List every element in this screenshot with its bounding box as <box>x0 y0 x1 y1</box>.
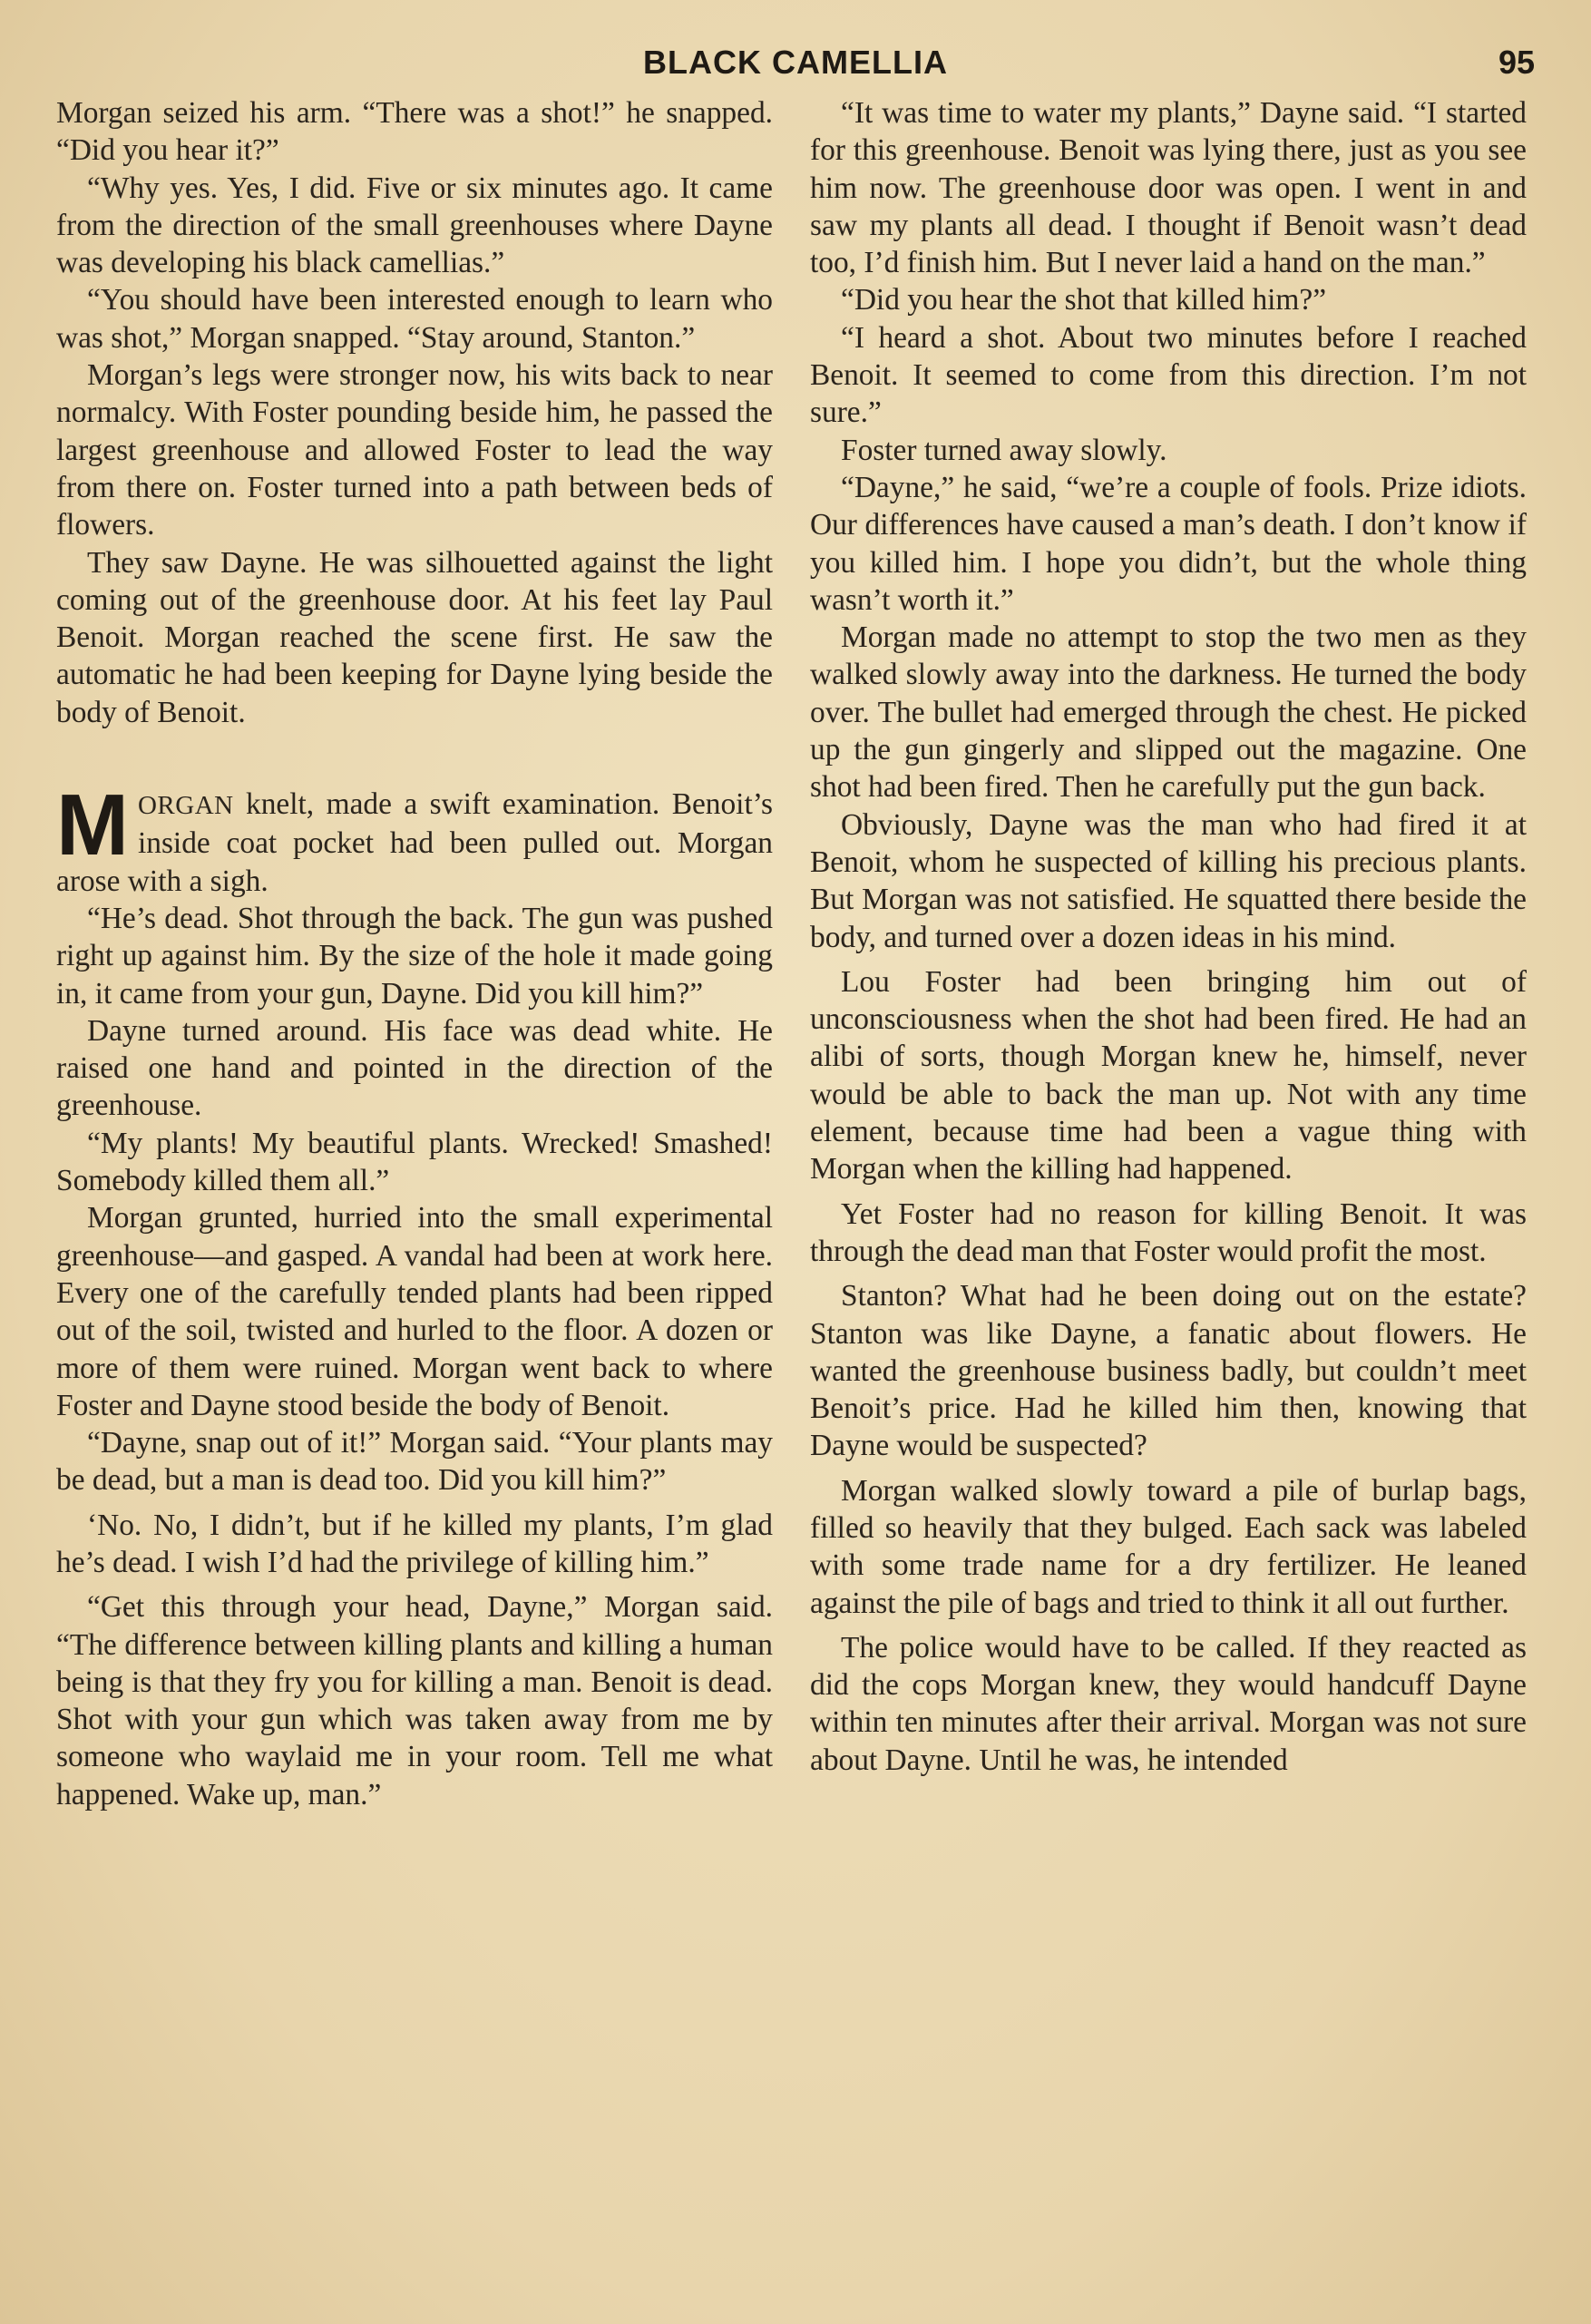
drop-cap-letter: M <box>56 776 129 874</box>
paragraph: Morgan’s legs were stronger now, his wits back to near normalcy. With Foster pounding beside him, he passed the largest greenhouse and allowed Foster to lead the way from there on. Foster turned into a path between beds of flowers. <box>56 358 773 542</box>
paragraph: Morgan grunted, hurried into the small experimental greenhouse—and gasped. A vandal had been at work here. Every one of the carefully tended plants had been ripped out of the soil, twisted and hurled to the floor. A dozen or more of them were ruined. Morgan went back to where Foster and Dayne stood beside the body of Benoit. <box>56 1201 773 1422</box>
dropcap-paragraph <box>56 776 773 900</box>
paragraph: “I heard a shot. About two minutes before I reached Benoit. It seemed to come from this direction. I’m not sure.” <box>810 320 1527 430</box>
paragraph: “You should have been interested enough to learn who was shot,” Morgan snapped. “Stay around, Stanton.” <box>56 283 773 355</box>
page-header <box>0 44 1591 89</box>
left-column <box>56 94 773 1813</box>
paragraph: “Dayne, snap out of it!” Morgan said. “Your plants may be dead, but a man is dead too. Did you kill him?” <box>56 1426 773 1498</box>
paragraph: Morgan walked slowly toward a pile of burlap bags, filled so heavily that they bulged. Each sack was labeled with some trade name for a dry fertilizer. He leaned against the pile of bags and tried to think it all out further. <box>810 1473 1527 1620</box>
paragraph: The police would have to be called. If they reacted as did the cops Morgan knew, they would handcuff Dayne within ten minutes after their arrival. Morgan was not sure about Dayne. Until he was, he intended <box>810 1630 1527 1777</box>
paragraph: “Why yes. Yes, I did. Five or six minutes ago. It came from the direction of the small greenhouses where Dayne was developing his black camellias.” <box>56 171 773 280</box>
paragraph: Yet Foster had no reason for killing Benoit. It was through the dead man that Foster would profit the most. <box>810 1196 1527 1268</box>
paragraph: They saw Dayne. He was silhouetted against the light coming out of the greenhouse door. At his feet lay Paul Benoit. Morgan reached the scene first. He saw the automatic he had been keeping for Dayne lying beside the body of Benoit. <box>56 545 773 729</box>
right-column <box>810 94 1527 1779</box>
paragraph: Stanton? What had he been doing out on the estate? Stanton was like Dayne, a fanatic about flowers. He wanted the greenhouse business badly, but couldn’t meet Benoit’s price. Had he killed him then, knowing that Dayne would be suspected? <box>810 1279 1527 1463</box>
paragraph: “It was time to water my plants,” Dayne said. “I started for this greenhouse. Benoit was lying there, just as you see him now. The greenhouse door was open. I went in and saw my plants all dead. I thought if Benoit wasn’t dead too, I’d finish him. But I never laid a hand on the man.” <box>810 96 1527 280</box>
paragraph: Foster turned away slowly. <box>841 433 1167 467</box>
paragraph: ‘No. No, I didn’t, but if he killed my plants, I’m glad he’s dead. I wish I’d had the privilege of killing him.” <box>56 1508 773 1579</box>
paragraph: “My plants! My beautiful plants. Wrecked! Smashed! Somebody killed them all.” <box>56 1126 773 1198</box>
page-number: 95 <box>1498 44 1535 81</box>
section-break <box>56 776 773 1813</box>
paragraph: Obviously, Dayne was the man who had fired it at Benoit, whom he suspected of killing his precious plants. But Morgan was not satisfied. He squatted there beside the body, and turned over a dozen ideas in his mind. <box>810 807 1527 954</box>
running-title: BLACK CAMELLIA <box>643 44 948 81</box>
smallcaps-lead: ORGAN <box>137 791 234 821</box>
dropcap-paragraph-text: knelt, made a swift examination. Benoit’s inside coat pocket had been pulled out. Morgan arose with a sigh. <box>56 787 773 898</box>
paragraph: Morgan made no attempt to stop the two men as they walked slowly away into the darkness. He turned the body over. The bullet had emerged through the chest. He picked up the gun gingerly and slipped out the magazine. One shot had been fired. Then he carefully put the gun back. <box>810 620 1527 805</box>
paragraph: Lou Foster had been bringing him out of unconsciousness when the shot had been fired. He had an alibi of sorts, though Morgan knew he, himself, never would be able to back the man up. Not with any time element, because time had been a vague thing with Morgan when the killing had happened. <box>810 964 1527 1186</box>
paragraph: “Did you hear the shot that killed him?” <box>841 283 1327 317</box>
paragraph: “Dayne,” he said, “we’re a couple of fools. Prize idiots. Our differences have caused a man’s death. I don’t know if you killed him. I hope you didn’t, but the whole thing wasn’t worth it.” <box>810 470 1527 617</box>
paragraph: Dayne turned around. His face was dead white. He raised one hand and pointed in the direction of the greenhouse. <box>56 1013 773 1123</box>
paragraph: “Get this through your head, Dayne,” Morgan said. “The difference between killing plants and killing a human being is that they fry you for killing a man. Benoit is dead. Shot with your gun which was taken away from me by someone who waylaid me in your room. Tell me what happened. Wake up, man.” <box>56 1590 773 1811</box>
paragraph: “He’s dead. Shot through the back. The gun was pushed right up against him. By the size of the hole it made going in, it came from your gun, Dayne. Did you kill him?” <box>56 901 773 1011</box>
paragraph: Morgan seized his arm. “There was a shot!” he snapped. “Did you hear it?” <box>56 96 773 168</box>
